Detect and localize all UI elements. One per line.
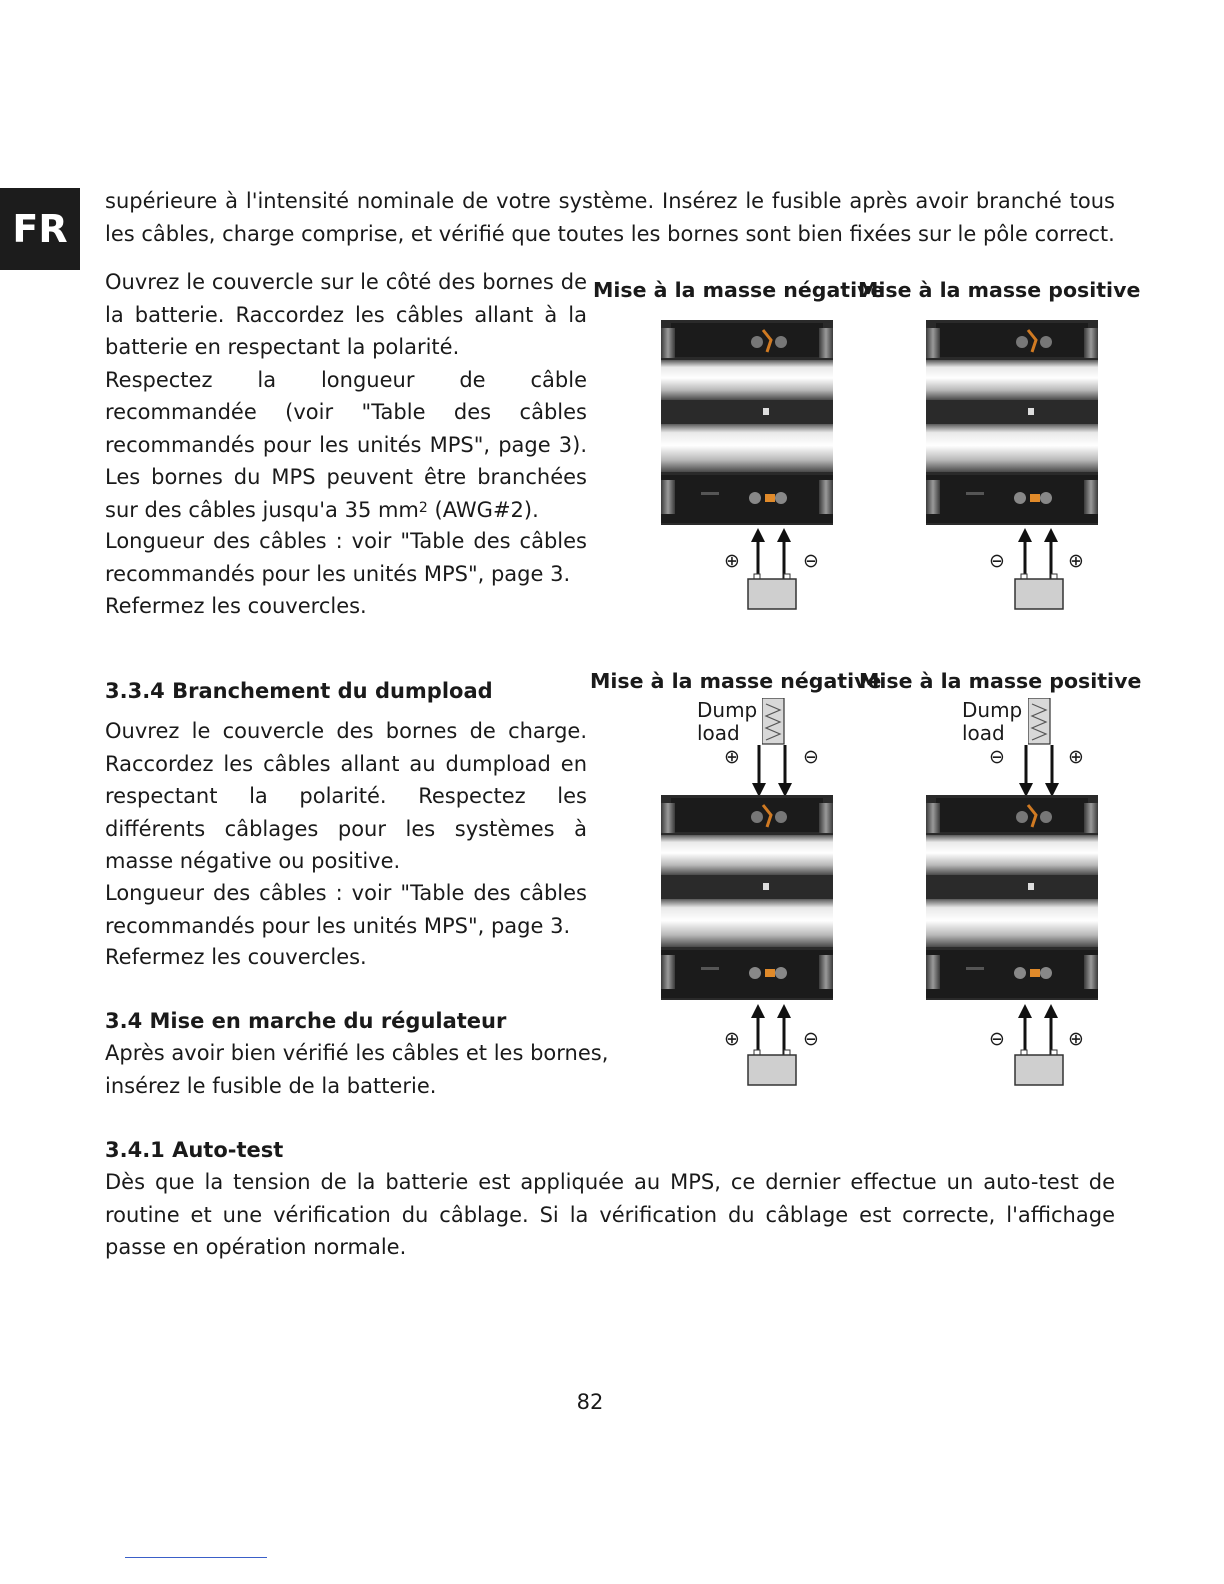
minus-sign: ⊖ — [989, 550, 1005, 572]
top-label-negative-ground: Mise à la masse négative — [593, 278, 885, 302]
minus-sign: ⊖ — [803, 550, 819, 572]
minus-sign: ⊖ — [989, 746, 1005, 768]
footnote-rule — [125, 1557, 267, 1558]
dump-label-line-1: Dump — [962, 698, 1023, 722]
resistor-icon — [762, 698, 786, 746]
battery-paragraph-4: Refermez les couvercles. — [105, 594, 367, 618]
startup-paragraph: Après avoir bien vérifié les câbles et les bornes, insérez le fusible de la batterie. — [105, 1041, 609, 1098]
dumpload-label-positive — [962, 699, 1022, 745]
autotest-heading: 3.4.1 Auto-test — [105, 1138, 284, 1162]
battery-paragraph-2-end: (AWG#2). — [427, 497, 539, 522]
dumpload-label-negative — [697, 699, 757, 745]
mps-unit-top-negative — [661, 320, 833, 525]
dumpload-paragraph-2: Longueur des câbles : voir "Table des câbles recommandés pour les unités MPS", page 3. — [105, 881, 587, 938]
mps-unit-top-positive — [926, 320, 1098, 525]
startup-heading: 3.4 Mise en marche du régulateur — [105, 1009, 507, 1033]
top-label-positive-ground: Mise à la masse positive — [858, 278, 1141, 302]
plus-sign: ⊕ — [1068, 550, 1084, 572]
bottom-label-negative-ground: Mise à la masse négative — [590, 669, 882, 693]
dumpload-heading: 3.3.4 Branchement du dumpload — [105, 679, 493, 703]
battery-wiring-bottom-positive — [1005, 1004, 1075, 1088]
plus-sign: ⊕ — [1068, 746, 1084, 768]
minus-sign: ⊖ — [989, 1028, 1005, 1050]
dumpload-wiring-negative — [745, 745, 805, 799]
battery-paragraph-3: Longueur des câbles : voir "Table des câbles recommandés pour les unités MPS", page 3. — [105, 529, 587, 586]
plus-sign: ⊕ — [724, 550, 740, 572]
dump-label-line-2: load — [697, 721, 740, 745]
plus-sign: ⊕ — [724, 1028, 740, 1050]
plus-sign: ⊕ — [724, 746, 740, 768]
battery-wiring-bottom-negative — [740, 1004, 810, 1088]
plus-sign: ⊕ — [1068, 1028, 1084, 1050]
battery-paragraph-2 — [105, 364, 587, 527]
dumpload-paragraph-1: Ouvrez le couvercle des bornes de charge. Raccordez les câbles allant au dumpload en respectant la polarité. Respectez les différents câblages pour les systèmes à masse négative ou positive. — [105, 719, 587, 873]
resistor-icon — [1028, 698, 1052, 746]
intro-paragraph: supérieure à l'intensité nominale de votre système. Insérez le fusible après avoir branché tous les câbles, charge comprise, et vérifié que toutes les bornes sont bien fixées sur le pôle correct. — [105, 189, 1115, 246]
battery-wiring-top-negative — [740, 528, 810, 612]
bottom-label-positive-ground: Mise à la masse positive — [859, 669, 1142, 693]
minus-sign: ⊖ — [803, 746, 819, 768]
dumpload-paragraph-3: Refermez les couvercles. — [105, 945, 367, 969]
minus-sign: ⊖ — [803, 1028, 819, 1050]
battery-paragraph-1: Ouvrez le couvercle sur le côté des bornes de la batterie. Raccordez les câbles allant à la batterie en respectant la polarité. — [105, 270, 587, 359]
squared-superscript: 2 — [418, 499, 428, 516]
dump-label-line-1: Dump — [697, 698, 758, 722]
mps-unit-bottom-positive — [926, 795, 1098, 1000]
battery-paragraph-2-text: Respectez la longueur de câble recommandée (voir "Table des câbles recommandés pour les unités MPS", page 3). Les bornes du MPS peuvent être branchées sur des câbles jusqu'a 35 mm — [105, 367, 587, 522]
dumpload-wiring-positive — [1010, 745, 1070, 799]
dump-label-line-2: load — [962, 721, 1005, 745]
language-tab: FR — [0, 188, 80, 270]
battery-wiring-top-positive — [1005, 528, 1075, 612]
page-number: 82 — [576, 1390, 604, 1414]
mps-unit-bottom-negative — [661, 795, 833, 1000]
autotest-paragraph: Dès que la tension de la batterie est appliquée au MPS, ce dernier effectue un auto-test de routine et une vérification du câblage. Si la vérification du câblage est correcte, l'affichage passe en opération normale. — [105, 1170, 1115, 1259]
